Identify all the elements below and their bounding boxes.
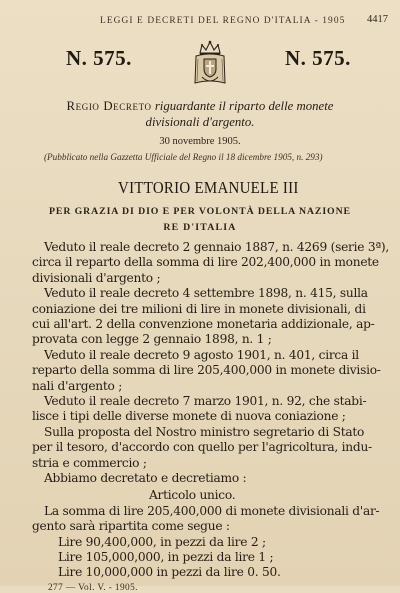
body-line: reparto della somma di lire 205,400,000 in monete divisio- [32,363,381,378]
body-line: provata con legge 2 gennaio 1898, n. 1 ; [32,332,272,347]
body-line: per il tesoro, d'accordo con quello per l'agricoltura, indu- [32,440,372,455]
by-grace-of-god-line: PER GRAZIA DI DIO E PER VOLONTÀ DELLA NAZIONE [49,206,351,217]
page-number: 4417 [367,14,388,25]
decree-title-subject: riguardante il riparto delle monete [154,99,334,113]
decree-title-line-1 [0,99,400,114]
body-line: nali d'argento ; [32,378,123,393]
body-line: circa il reparto della somma di lire 202,400,000 in monete [32,255,379,270]
royal-coat-of-arms-icon [192,39,228,87]
page-footer: 277 — Vol. V. - 1905. [48,582,138,593]
publication-note: (Pubblicato nella Gazzetta Ufficiale del Regno il 18 dicembre 1905, n. 293) [44,152,323,162]
body-line: stria e commercio ; [32,455,147,470]
decree-date: 30 novembre 1905. [159,136,241,147]
body-line: lisce i tipi delle diverse monete di nuova coniazione ; [32,409,346,424]
body-line: Veduto il reale decreto 4 settembre 1898, n. 415, sulla [44,286,368,301]
body-line: Abbiamo decretato e decretiamo : [44,471,247,485]
body-line: cui all'art. 2 della convenzione monetaria addizionale, ap- [32,317,375,331]
decree-number-left: N. 575. [66,46,132,70]
body-line: divisionali d'argento ; [32,270,161,285]
decree-number-right: N. 575. [285,46,351,70]
king-name: VITTORIO EMANUELE III [118,178,299,197]
article-heading: Articolo unico. [149,488,236,503]
body-line: Veduto il reale decreto 2 gennaio 1887, n. 4269 (serie 3ª), [44,240,390,254]
body-line: gento sarà ripartita come segue : [32,519,230,534]
king-of-italy-line: RE D'ITALIA [163,222,237,233]
allocation-line: Lire 10,000,000 in pezzi da lire 0. 50. [58,565,281,580]
decree-title-line-2: divisionali d'argento. [145,115,255,129]
allocation-line: Lire 105,000,000, in pezzi da lire 1 ; [58,550,274,564]
allocation-line: Lire 90,400,000, in pezzi da lire 2 ; [58,534,266,549]
running-title: LEGGI E DECRETI DEL REGNO D'ITALIA - 1905 [100,16,346,26]
decree-title-prefix: Regio Decreto [66,99,152,113]
body-line: Sulla proposta del Nostro ministro segretario di Stato [44,424,365,439]
body-line: Veduto il reale decreto 9 agosto 1901, n. 401, circa il [44,347,359,362]
body-line: coniazione dei tre milioni di lire in monete divisionali, di [32,301,366,316]
body-line: La somma di lire 205,400,000 di monete divisionali d'ar- [44,503,380,518]
body-line: Veduto il reale decreto 7 marzo 1901, n. 92, che stabi- [44,394,367,408]
